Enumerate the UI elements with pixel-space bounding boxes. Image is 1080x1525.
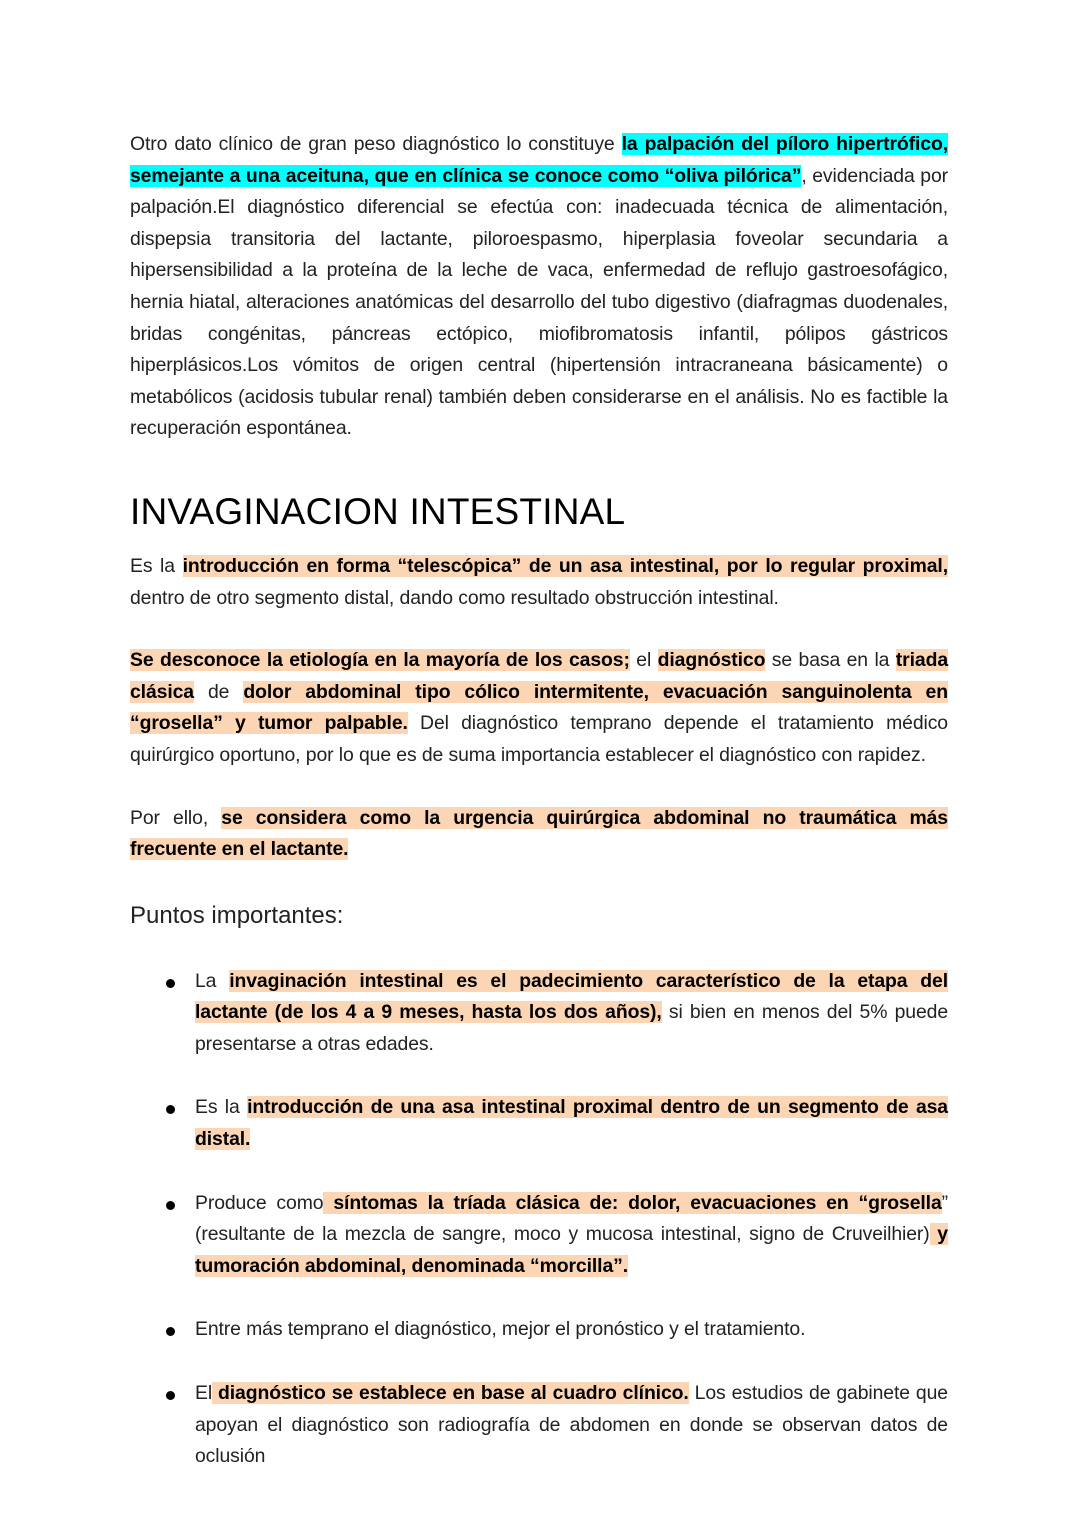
definition-text-1: Es la (130, 554, 183, 577)
list-item (130, 1314, 948, 1346)
etiology-highlight: Se desconoce la etiología en la mayoría de los casos; (130, 649, 630, 672)
diagnosis-text-3: de (194, 680, 244, 703)
list-item-text (195, 1188, 948, 1283)
bullet-icon (166, 1327, 175, 1336)
diagnostico-highlight: diagnóstico (657, 649, 766, 672)
list-item-text (195, 1378, 948, 1473)
bullet-icon (166, 1391, 175, 1400)
intro-text-1: Otro dato clínico de gran peso diagnóstico lo constituye (130, 133, 622, 155)
key-points-heading: Puntos importantes: (130, 901, 344, 929)
oliva-pilorica-highlight: la palpación del píloro hipertrófico, semejante a una aceituna, que en clínica se conoce como “oliva pilórica” (130, 133, 949, 187)
bullet-highlight: introducción de una asa intestinal proximal dentro de un segmento de asa distal. (195, 1096, 948, 1151)
urgency-paragraph (130, 803, 948, 866)
key-points-list (130, 966, 948, 1473)
bullet-highlight: diagnóstico se establece en base al cuadro clínico. (212, 1382, 689, 1405)
list-item-text (195, 1092, 948, 1155)
bullet-text: Entre más temprano el diagnóstico, mejor el pronóstico y el tratamiento. (195, 1318, 806, 1341)
intro-paragraph (130, 129, 948, 445)
bullet-text: ” (resultante de la mezcla de sangre, moco y mucosa intestinal, signo de Cruveilhier) (195, 1191, 949, 1246)
diagnosis-text-4: Del diagnóstico temprano depende el tratamiento médico quirúrgico oportuno, por lo que es de suma importancia establecer el diagnóstico con rapidez. (130, 712, 948, 766)
bullet-highlight: síntomas la tríada clásica de: dolor, evacuaciones en “grosella (323, 1191, 942, 1214)
intro-text-2: , evidenciada por palpación.El diagnóstico diferencial se efectúa con: inadecuada técnica de alimentación, dispepsia transitoria del lactante, piloroespasmo, hiperplasia foveolar secundaria a hipersensibilidad a la proteína de la leche de vaca, enfermedad de reflujo gastroesofágico, hernia hiatal, alteraciones anatómicas del desarrollo del tubo digestivo (diafragmas duodenales, bridas congénitas, páncreas ectópico, miofibromatosis infantil, pólipos gástricos hiperplásicos.Los vómitos de origen central (hipertensión intracraneana básicamente) o metabólicos (acidosis tubular renal) también deben considerarse en el análisis. No es factible la recuperación espontánea. (130, 164, 949, 440)
list-item (130, 1378, 948, 1473)
urgency-text-1: Por ello, (130, 806, 222, 829)
list-item (130, 966, 948, 1061)
symptoms-highlight: dolor abdominal tipo cólico intermitente, evacuación sanguinolenta en “grosella” y tumor palpable. (130, 680, 948, 735)
list-item (130, 1188, 948, 1283)
bullet-text: Los estudios de gabinete que apoyan el diagnóstico son radiografía de abdomen en donde se observan datos de oclusión (195, 1382, 948, 1468)
list-item-text (195, 1314, 948, 1346)
bullet-text: La (195, 969, 230, 992)
bullet-text: Es la (195, 1096, 248, 1119)
bullet-icon (166, 1201, 175, 1210)
bullet-text: Produce como (195, 1191, 324, 1214)
diagnosis-text-2: se basa en la (765, 649, 896, 672)
bullet-highlight: y tumoración abdominal, denominada “morcilla”. (195, 1223, 948, 1277)
definition-highlight: introducción en forma “telescópica” de un asa intestinal, por lo regular proximal, (182, 554, 948, 577)
diagnosis-paragraph (130, 645, 948, 771)
triada-highlight: triada clásica (130, 649, 949, 703)
document-body (130, 129, 948, 1473)
diagnosis-text-1: el (629, 649, 658, 672)
definition-paragraph (130, 551, 948, 614)
section-title: INVAGINACION INTESTINAL (130, 490, 626, 532)
definition-text-2: dentro de otro segmento distal, dando como resultado obstrucción intestinal. (130, 586, 779, 609)
bullet-text: El (195, 1382, 213, 1405)
bullet-icon (166, 1105, 175, 1114)
list-item-text (195, 966, 948, 1061)
urgency-highlight: se considera como la urgencia quirúrgica abdominal no traumática más frecuente en el lactante. (130, 806, 948, 861)
bullet-text: si bien en menos del 5% puede presentarse a otras edades. (195, 1001, 948, 1055)
bullet-icon (166, 979, 175, 988)
bullet-highlight: invaginación intestinal es el padecimiento característico de la etapa del lactante (de los 4 a 9 meses, hasta los dos años), (195, 969, 949, 1024)
list-item (130, 1092, 948, 1155)
